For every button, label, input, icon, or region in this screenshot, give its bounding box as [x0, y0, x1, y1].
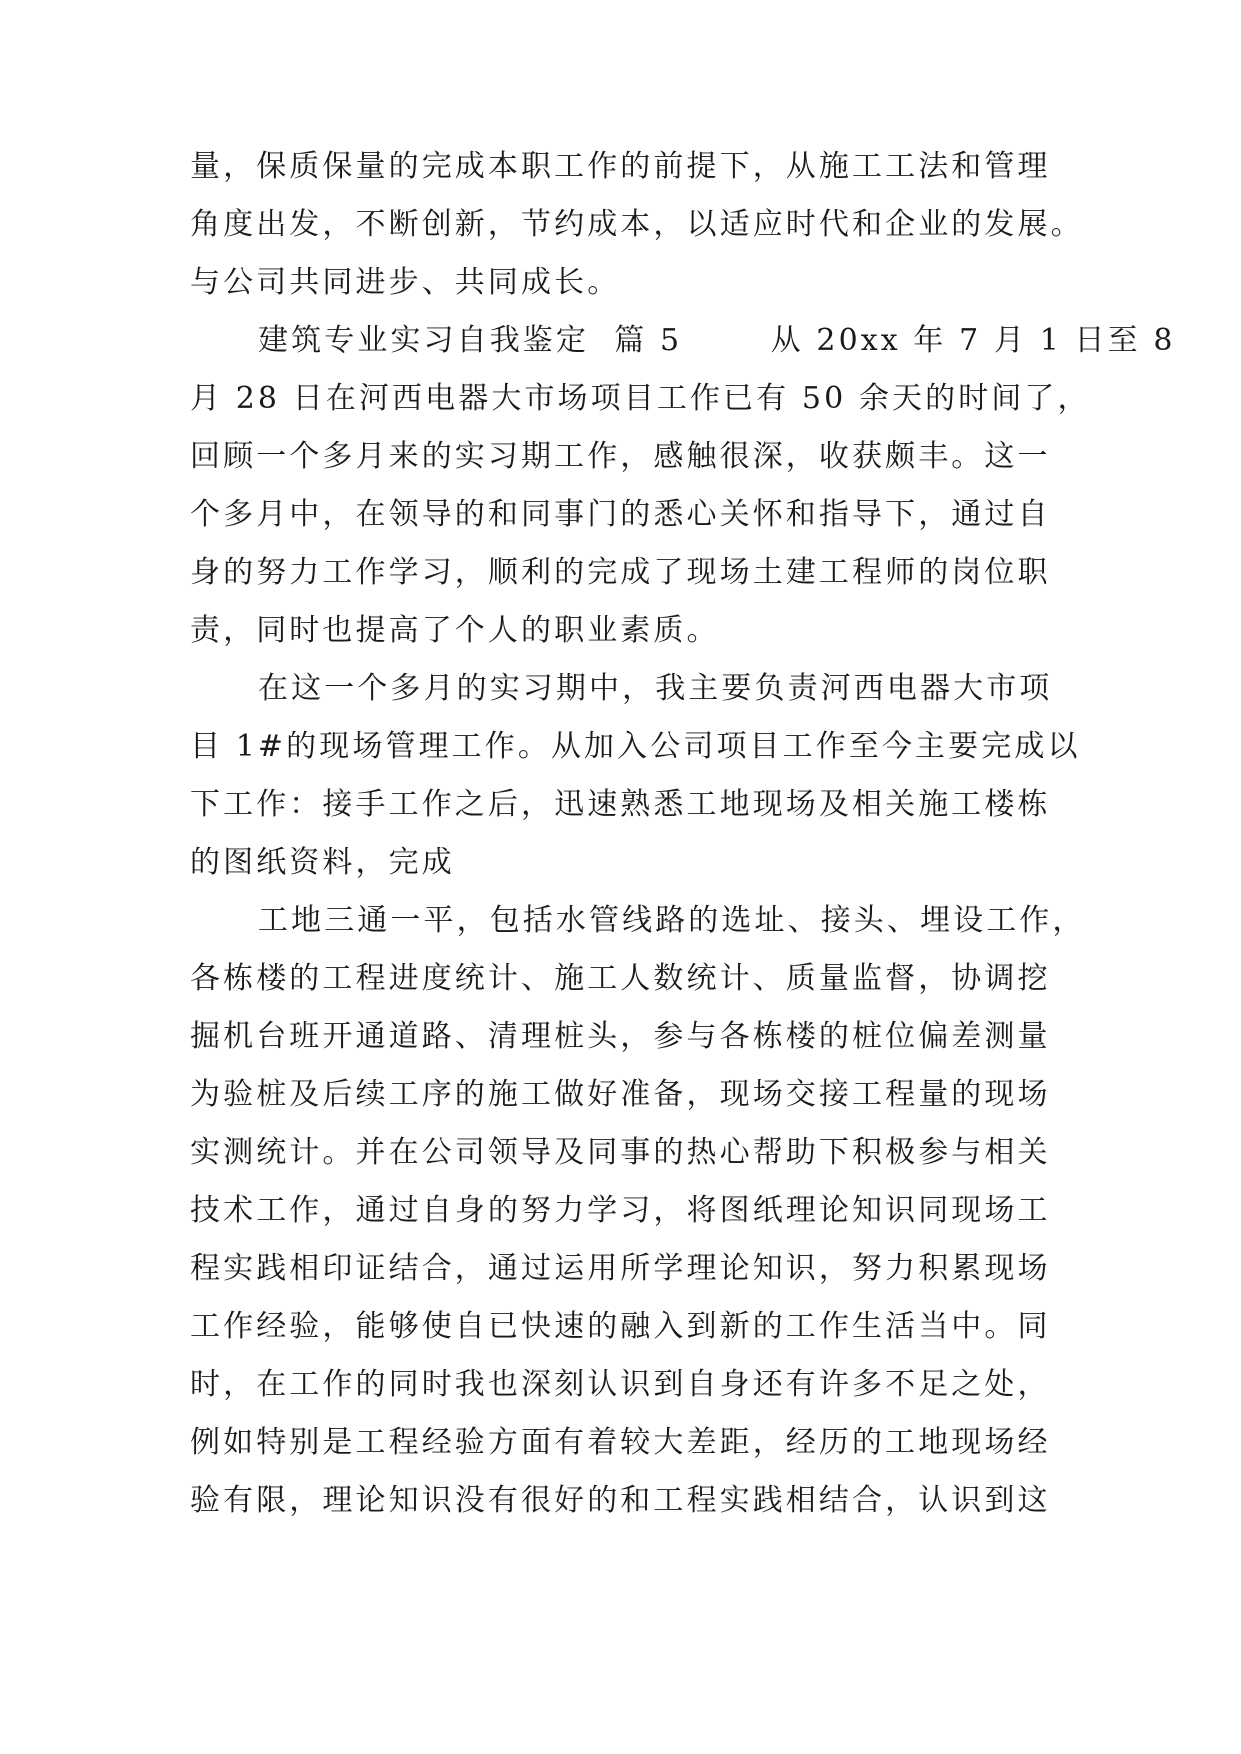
text-line: 目 1#的现场管理工作。从加入公司项目工作至今主要完成以 [190, 729, 1081, 764]
text-line: 例如特别是工程经验方面有着较大差距，经历的工地现场经 [190, 1425, 1051, 1460]
text-line: 工作经验，能够使自已快速的融入到新的工作生活当中。同 [190, 1309, 1051, 1344]
text-line: 技术工作，通过自身的努力学习，将图纸理论知识同现场工 [190, 1193, 1051, 1228]
text-line: 下工作：接手工作之后，迅速熟悉工地现场及相关施工楼栋 [190, 787, 1051, 822]
text-line: 时，在工作的同时我也深刻认识到自身还有许多不足之处， [190, 1367, 1051, 1402]
text-line: 实测统计。并在公司领导及同事的热心帮助下积极参与相关 [190, 1135, 1051, 1170]
text-line: 验有限，理论知识没有很好的和工程实践相结合，认识到这 [190, 1483, 1051, 1518]
text-line: 责，同时也提高了个人的职业素质。 [190, 613, 720, 648]
text-line: 个多月中，在领导的和同事门的悉心关怀和指导下，通过自 [190, 497, 1051, 532]
paragraph-start-line: 工地三通一平，包括水管线路的选址、接头、埋设工作， [258, 903, 1086, 938]
text-line: 的图纸资料，完成 [190, 845, 455, 880]
text-line: 与公司共同进步、共同成长。 [190, 265, 621, 300]
text-line: 程实践相印证结合，通过运用所学理论知识，努力积累现场 [190, 1251, 1051, 1286]
text-line: 身的努力工作学习，顺利的完成了现场土建工程师的岗位职 [190, 555, 1051, 590]
paragraph-start-line: 在这一个多月的实习期中，我主要负责河西电器大市项 [258, 671, 1053, 706]
text-line: 掘机台班开通道路、清理桩头，参与各栋楼的桩位偏差测量 [190, 1019, 1051, 1054]
section-heading-line: 建筑专业实习自我鉴定 篇 5 从 20xx 年 7 月 1 日至 8 [258, 323, 1176, 358]
text-line: 量，保质保量的完成本职工作的前提下，从施工工法和管理 [190, 149, 1051, 184]
text-line: 角度出发，不断创新，节约成本，以适应时代和企业的发展。 [190, 207, 1084, 242]
text-line: 月 28 日在河西电器大市场项目工作已有 50 余天的时间了， [190, 381, 1091, 416]
text-line: 为验桩及后续工序的施工做好准备，现场交接工程量的现场 [190, 1077, 1051, 1112]
text-line: 回顾一个多月来的实习期工作，感触很深，收获颇丰。这一 [190, 439, 1051, 474]
text-line: 各栋楼的工程进度统计、施工人数统计、质量监督，协调挖 [190, 961, 1051, 996]
